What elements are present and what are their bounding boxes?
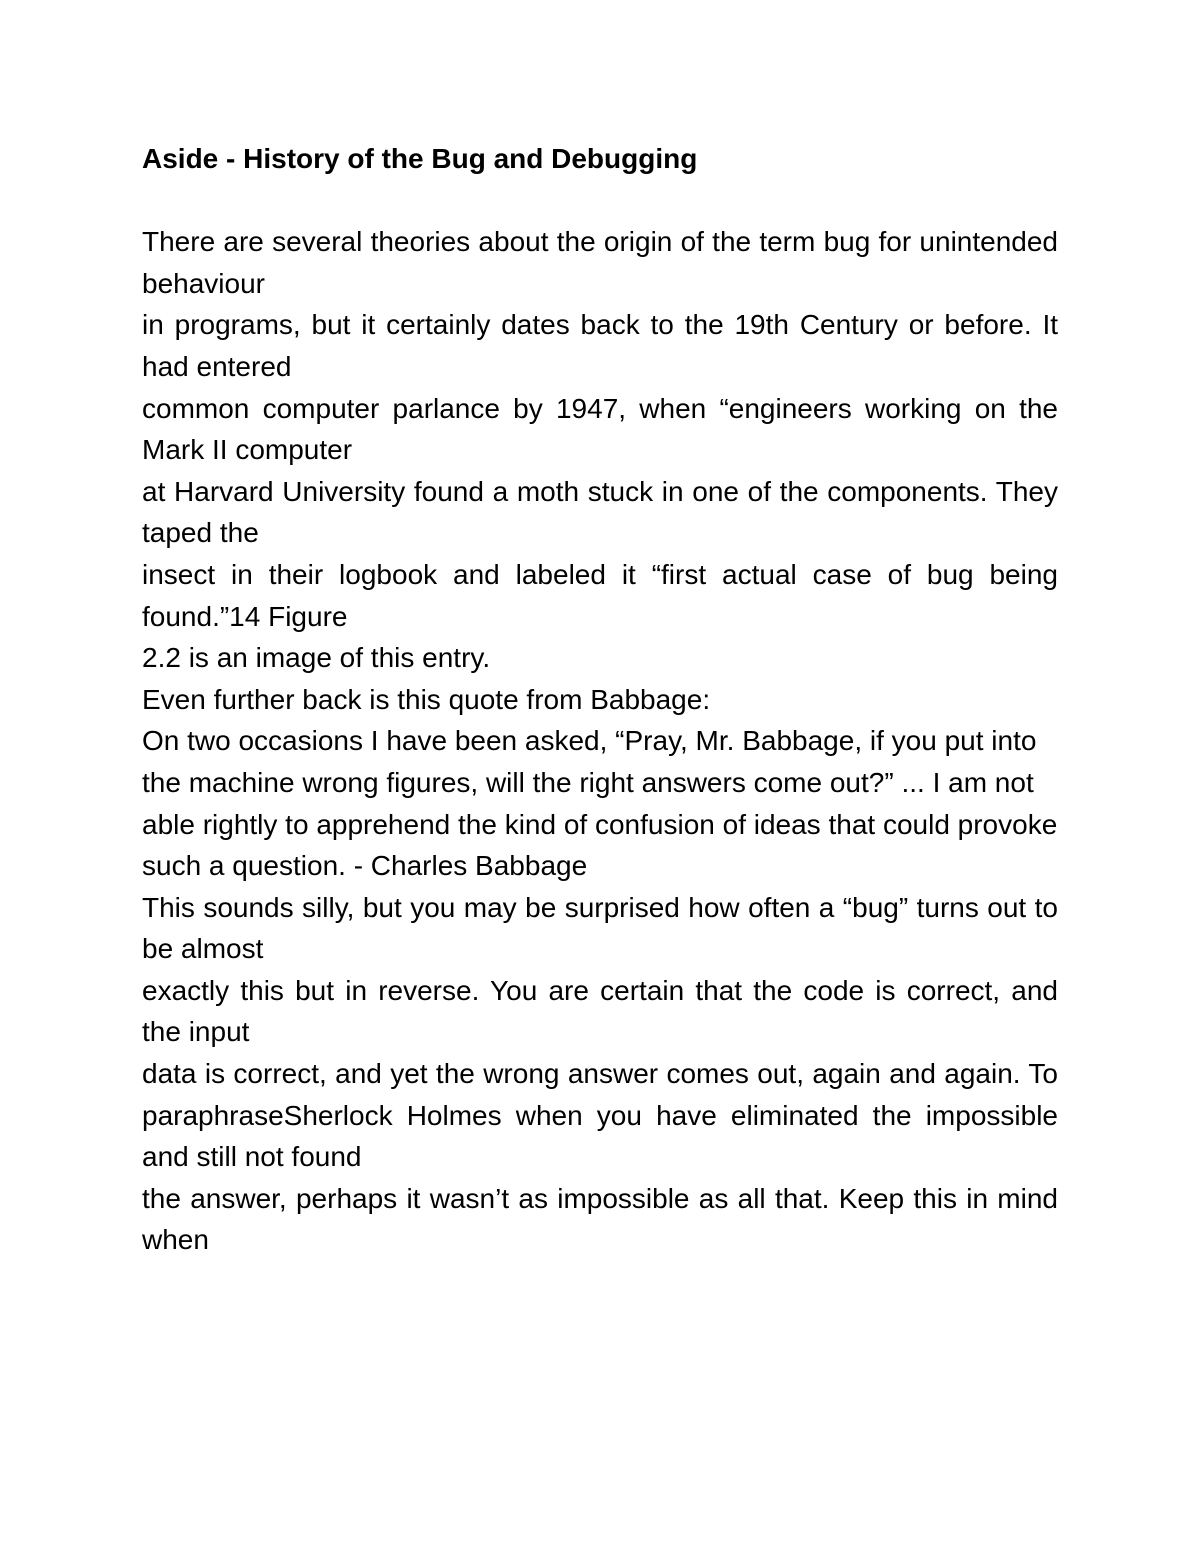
quote-paragraph: the machine wrong figures, will the right answers come out?” ... I am not	[142, 766, 1034, 798]
paragraph: common computer parlance by 1947, when “engineers working on the Mark II computer	[142, 392, 1058, 466]
blank-line	[142, 180, 1058, 222]
quote-attribution: such a question. - Charles Babbage	[142, 850, 588, 882]
document-body	[142, 138, 1058, 1261]
paragraph: the answer, perhaps it wasn’t as impossible as all that. Keep this in mind when	[142, 1182, 1058, 1256]
paragraph: 2.2 is an image of this entry.	[142, 642, 491, 674]
paragraph: There are several theories about the origin of the term bug for unintended behaviour	[142, 226, 1058, 299]
page-title: Aside - History of the Bug and Debugging	[142, 143, 698, 174]
paragraph: insect in their logbook and labeled it “first actual case of bug being found.”14 Figure	[142, 558, 1058, 632]
paragraph: at Harvard University found a moth stuck in one of the components. They taped the	[142, 475, 1058, 549]
paragraph: data is correct, and yet the wrong answer comes out, again and again. To paraphraseSherlock Holmes when you have eliminated the impossible and still not found	[142, 1058, 1058, 1173]
quote-paragraph: able rightly to apprehend the kind of confusion of ideas that could provoke	[142, 808, 1058, 840]
paragraph: exactly this but in reverse. You are certain that the code is correct, and the input	[142, 974, 1058, 1048]
paragraph: Even further back is this quote from Babbage:	[142, 683, 711, 715]
paragraph: This sounds silly, but you may be surprised how often a “bug” turns out to be almost	[142, 891, 1058, 965]
quote-paragraph: On two occasions I have been asked, “Pray, Mr. Babbage, if you put into	[142, 725, 1037, 757]
paragraph: in programs, but it certainly dates back to the 19th Century or before. It had entered	[142, 309, 1058, 382]
